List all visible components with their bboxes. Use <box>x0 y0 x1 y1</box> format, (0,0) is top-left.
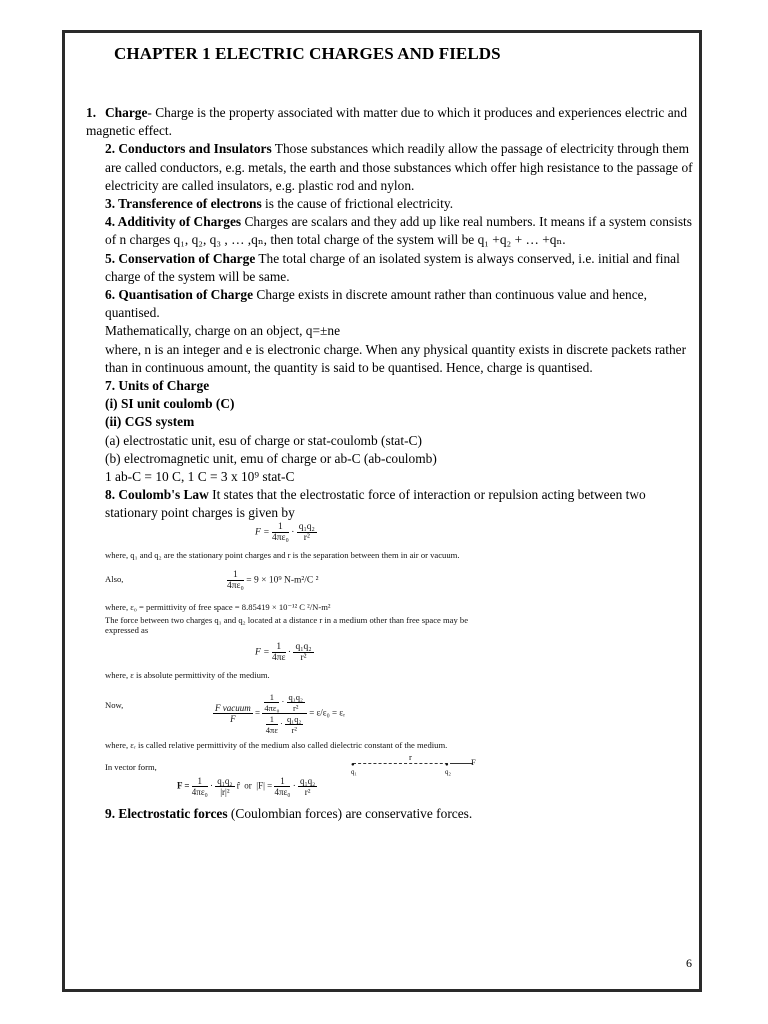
quantisation-explanation: where, n is an integer and e is electronic charge. When any physical quantity exists in discrete packets rather than in continuous amount, the quantity is said to be quantised. Hence, charge is quantised. <box>105 341 687 375</box>
relative-permittivity: where, εᵣ is called relative permittivity of the medium also called dielectric constant of the medium. <box>105 740 448 750</box>
units-si: (i) SI unit coulomb (C) <box>105 396 235 412</box>
quantisation-formula: Mathematically, charge on an object, q=±ne <box>105 323 341 339</box>
coulomb-formula-figure <box>105 522 505 812</box>
distance-line <box>353 763 453 764</box>
item-units: 7. Units of Charge <box>105 378 210 394</box>
q1-label: q₁ <box>351 768 357 776</box>
k-constant: $\frac{1}{\text{4πε₀}}$ = 9 × 10⁹ N-m²/C ² <box>227 570 319 591</box>
chapter-title: CHAPTER 1 ELECTRIC CHARGES AND FIELDS <box>114 44 501 63</box>
force-arrow <box>451 763 473 764</box>
units-relation: 1 ab-C = 10 C, 1 C = 3 x 10⁹ stat-C <box>105 469 295 485</box>
units-cgs: (ii) CGS system <box>105 414 195 430</box>
page-number: 6 <box>686 956 692 970</box>
medium-text: The force between two charges q₁ and q₂ located at a distance r in a medium other than free space may be expressed as <box>105 615 469 635</box>
medium-formula: F = $\frac{1}{4\pi\varepsilon}$ · $\frac{\text{q₁q₂}}{\text{r²}}$ <box>255 642 312 663</box>
item-conductors: 2. Conductors and Insulators Those substances which readily allow the passage of electricity through them are called conductors, e.g. metals, the earth and those substances which offer high resistance to the passage of electricity are called insulators, e.g. plastic rod and nylon. <box>105 141 693 193</box>
vector-formula: F = $\frac{1}{\text{4πε₀}}$ · $\frac{\text{q₁q₂}}{\text{|r|²}}$ r̂ or |F| = $\frac{1}{\text{4πε₀}}$ · $\frac{\text{q₁q₂}}{\text{r²}}$ <box>177 776 316 797</box>
item-electrostatic-forces: 9. Electrostatic forces (Coulombian forces) are conservative forces. <box>105 806 473 821</box>
units-emu: (b) electromagnetic unit, emu of charge or ab-C (ab-coulomb) <box>105 450 437 466</box>
distance-label: r <box>409 752 412 762</box>
permittivity-definition: where, ε₀ = permittivity of free space = 8.85419 × 10⁻¹² C ²/N-m² <box>105 602 331 612</box>
item-coulomb: 8. Coulomb's Law It states that the electrostatic force of interaction or repulsion acting between two stationary point charges is given by <box>105 487 646 521</box>
vector-form-label: In vector form, <box>105 762 157 772</box>
item-conservation: 5. Conservation of Charge The total charge of an isolated system is always conserved, i.e. initial and final charge of the system will be same. <box>105 250 680 284</box>
q2-label: q₂ <box>445 768 451 776</box>
notes-body <box>86 104 698 523</box>
now-label: Now, <box>105 700 124 710</box>
permittivity-ratio: $\frac{\text{F vacuum}}{F}$ = $\frac{1}{\text{4πε₀}}$ · $\frac{\text{q₁q₂}}{\text{r²}}$ $\frac{1}{4\pi\varepsilon}$ · $\frac{\text{q₁q₂}}{\text{r²}}$ = ε/ε₀ = εᵣ <box>215 692 346 735</box>
units-esu: (a) electrostatic unit, esu of charge or stat-coulomb (stat-C) <box>105 432 422 448</box>
also-label: Also, <box>105 574 124 584</box>
absolute-permittivity: where, ε is absolute permittivity of the medium. <box>105 670 270 680</box>
coulomb-formula: F = $\frac{1}{\text{4πε₀}}$ · $\frac{\text{q₁q₂}}{\text{r²}}$ <box>255 522 315 543</box>
charges-definition: where, q₁ and q₂ are the stationary point charges and r is the separation between them in air or vacuum. <box>105 550 460 560</box>
charge-q2-dot: ● <box>445 762 449 768</box>
item-charge: 1. Charge- Charge is the property associated with matter due to which it produces and experiences electric and magnetic effect. <box>86 105 688 139</box>
item-additivity: 4. Additivity of Charges Charges are scalars and they add up like real numbers. It means if a system consists of n charges q₁, q₂, q₃ , … ,qₙ, then total charge of the system will be q₁ +q₂ + … +qₙ. <box>105 214 692 248</box>
charge-q1-dot: ● <box>351 762 355 768</box>
item-transference: 3. Transference of electrons is the cause of frictional electricity. <box>105 196 454 212</box>
force-arrow-label: F <box>471 757 476 767</box>
item-quantisation: 6. Quantisation of Charge Charge exists in discrete amount rather than continuous value and hence, quantised. <box>105 287 647 321</box>
